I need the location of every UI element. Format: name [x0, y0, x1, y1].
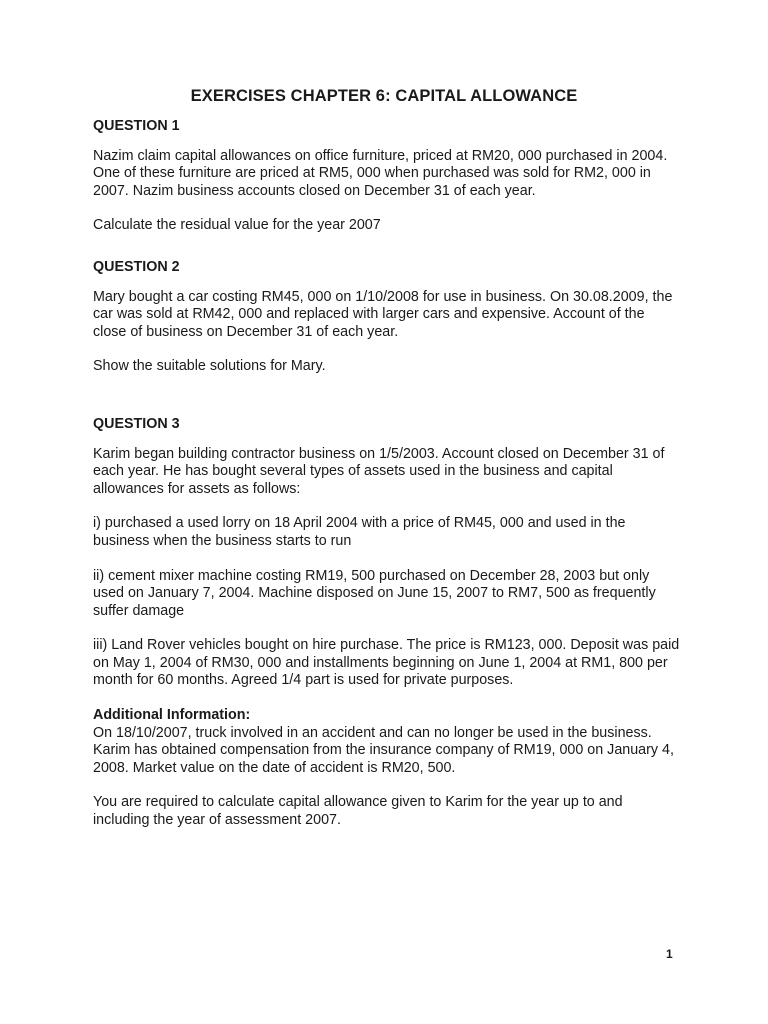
text-line: suffer damage: [93, 602, 185, 619]
question-2-heading: QUESTION 2: [93, 258, 180, 275]
document-title: EXERCISES CHAPTER 6: CAPITAL ALLOWANCE: [190, 87, 578, 105]
text-line: month for 60 months. Agreed 1/4 part is used for private purposes.: [93, 672, 514, 689]
text-line: 2007. Nazim business accounts closed on December 31 of each year.: [93, 182, 536, 199]
text-line: i) purchased a used lorry on 18 April 2004 with a price of RM45, 000 and used in the: [93, 515, 626, 532]
text-line: Karim has obtained compensation from the insurance company of RM19, 000 on January 4,: [93, 742, 674, 759]
text-line: iii) Land Rover vehicles bought on hire purchase. The price is RM123, 000. Deposit was paid: [93, 637, 680, 654]
text-line: You are required to calculate capital allowance given to Karim for the year up to and: [93, 794, 623, 811]
question-3-task: [93, 794, 683, 829]
text-line: each year. He has bought several types of assets used in the business and capital: [93, 463, 613, 480]
text-line: Karim began building contractor business on 1/5/2003. Account closed on December 31 of: [93, 445, 665, 462]
question-3-heading: QUESTION 3: [93, 415, 180, 432]
text-line: close of business on December 31 of each year.: [93, 323, 399, 340]
question-2-paragraph: [93, 289, 683, 342]
text-line: ii) cement mixer machine costing RM19, 500 purchased on December 28, 2003 but only: [93, 567, 650, 584]
additional-information: [93, 707, 683, 777]
question-3-intro: [93, 446, 683, 499]
question-1-paragraph: [93, 148, 683, 201]
question-3-item-1: [93, 515, 683, 550]
question-1-heading: QUESTION 1: [93, 118, 180, 134]
text-line: allowances for assets as follows:: [93, 480, 301, 497]
question-3-item-2: [93, 568, 683, 621]
text-line: including the year of assessment 2007.: [93, 812, 341, 829]
additional-information-heading: Additional Information:: [93, 707, 251, 724]
question-3-item-3: [93, 637, 683, 690]
text-line: One of these furniture are priced at RM5, 000 when purchased was sold for RM2, 000 in: [93, 165, 651, 182]
text-line: 2008. Market value on the date of accident is RM20, 500.: [93, 759, 456, 776]
text-line: on May 1, 2004 of RM30, 000 and installments beginning on June 1, 2004 at RM1, 800 per: [93, 654, 668, 671]
document-body: [93, 118, 683, 830]
text-line: Nazim claim capital allowances on office furniture, priced at RM20, 000 purchased in 2004.: [93, 147, 668, 164]
text-line: On 18/10/2007, truck involved in an accident and can no longer be used in the business.: [93, 724, 652, 741]
question-1-instruction: Calculate the residual value for the year 2007: [93, 217, 381, 234]
page-number: 1: [666, 947, 673, 961]
text-line: used on January 7, 2004. Machine disposed on June 15, 2007 to RM7, 500 as frequently: [93, 585, 656, 602]
text-line: car was sold at RM42, 000 and replaced with larger cars and expensive. Account of the: [93, 306, 645, 323]
question-2-instruction: Show the suitable solutions for Mary.: [93, 358, 326, 375]
text-line: business when the business starts to run: [93, 532, 352, 549]
text-line: Mary bought a car costing RM45, 000 on 1/10/2008 for use in business. On 30.08.2009, the: [93, 288, 673, 305]
